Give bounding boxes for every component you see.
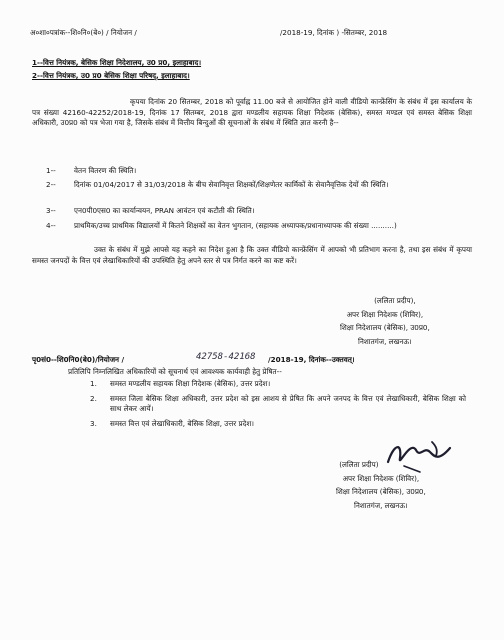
endorsement-item-2: [90, 394, 466, 416]
signature-block-1: [340, 294, 430, 348]
recipient-2: 2--वित्त नियंत्रक, उ0 प्र0 बेसिक शिक्षा परिषद्, इलाहाबाद।: [32, 71, 190, 80]
item-text: समस्त जिला बेसिक शिक्षा अधिकारी, उत्तर प्रदेश को इस आशय से प्रेषित कि अपने जनपद के वित्त एवं लेखाधिकारी, बेसिक शिक्षा को साथ लेकर आयें।: [110, 394, 466, 414]
point-4: [46, 221, 472, 243]
signatory-name: (ललिता प्रदीप): [339, 460, 379, 469]
handwritten-dispatch-number: 42758-42168: [196, 352, 256, 362]
signatory-place: निशातगंज, लखनऊ।: [354, 500, 408, 510]
item-text: समस्त वित्त एवं लेखाधिकारी, बेसिक शिक्षा, उत्तर प्रदेश।: [110, 419, 254, 428]
letter-date: /2018-19, दिनांक ) -सितम्बर, 2018: [280, 28, 388, 37]
intro-paragraph: कृपया दिनांक 20 सितम्बर, 2018 को पूर्वाह्न 11.00 बजे से आयोजित होने वाली वीडियो कान्फ्रेंसिंग के संबंध में इस कार्यालय के पत्र संख्या 42160-42252/2018-19, दिनांक 17 सितम्बर, 2018 द्वारा मण्डलीय सहायक शिक्षा निदेशक (बेसिक), समस्त मण्डल एवं समस्त बेसिक शिक्षा अधिकारी, उ0प्र0 को पत्र भेजा गया है, जिसके संबंध में वित्तीय बिन्दुओं की सूचनाओं के संबंध में स्थिति ज्ञात करनी है--: [32, 97, 472, 128]
item-text: समस्त मण्डलीय सहायक शिक्षा निदेशक (बेसिक), उत्तर प्रदेश।: [110, 379, 271, 388]
point-number: 3--: [46, 206, 56, 215]
signature-block-2: [336, 458, 426, 512]
point-text: वेतन वितरण की स्थिति।: [74, 166, 137, 175]
signatory-name: (ललिता प्रदीप),: [374, 296, 416, 305]
item-number: 2.: [90, 394, 97, 403]
signatory-designation: अपर शिक्षा निदेशक (शिविर),: [342, 473, 420, 483]
signatory-place: निशातगंज, लखनऊ।: [358, 336, 412, 346]
endorsement-item-3: [90, 419, 466, 430]
endorsement-date: /2018-19, दिनांक--उक्तवत्।: [268, 355, 355, 364]
point-text: दिनांक 01/04/2017 से 31/03/2018 के बीच सेवानिवृत्त शिक्षकों/शिक्षणेतर कार्मिकों के सेवानैवृत्तिक देयों की स्थिति।: [74, 180, 389, 189]
point-text: एन0पी0एस0 का कार्यान्वयन, PRAN आवंटन एवं कटौती की स्थिति।: [74, 206, 255, 215]
point-3: [46, 206, 472, 217]
point-2: [46, 180, 472, 202]
item-number: 3.: [90, 419, 97, 428]
endorsement-reference-number: पृ0सं0--शि0नि0(बे0)/नियोजन /: [32, 355, 125, 364]
point-text: प्राथमिक/उच्च प्राथमिक विद्यालयों में कितने शिक्षकों का वेतन भुगतान, (सहायक अध्यापक/प्रधानाध्यापक की संख्या ..........): [74, 221, 397, 230]
closing-paragraph: उक्त के संबंध में मुझे आपसे यह कहने का निदेश हुआ है कि उक्त वीडियो कान्फ्रेंसिंग में आपको भी प्रतिभाग करना है, तथा इस संबंध में कृपया समस्त जनपदों के वित्त एवं लेखाधिकारियों की उपस्थिति हेतु अपने स्तर से पत्र निर्गत करने का कष्ट करें।: [32, 245, 472, 265]
point-number: 1--: [46, 166, 56, 175]
point-1: [46, 166, 472, 177]
signatory-office: शिक्षा निदेशालय (बेसिक), उ0प्र0,: [336, 487, 426, 496]
item-number: 1.: [90, 379, 97, 388]
recipient-1: 1--वित्त नियंत्रक, बेसिक शिक्षा निदेशालय, उ0 प्र0, इलाहाबाद।: [32, 58, 202, 67]
signatory-designation: अपर शिक्षा निदेशक (शिविर),: [346, 309, 424, 319]
signatory-office: शिक्षा निदेशालय (बेसिक), उ0प्र0,: [340, 323, 430, 332]
copy-to-line: प्रतिलिपि निम्नलिखित अधिकारियों को सूचनार्थ एवं आवश्यक कार्यवाही हेतु प्रेषित--: [68, 367, 282, 376]
point-number: 4--: [46, 221, 56, 230]
point-number: 2--: [46, 180, 56, 189]
endorsement-item-1: [90, 379, 466, 390]
letter-reference-number: अ०शा०पत्रांक--शि०नि०(बे०) / नियोजन /: [30, 28, 137, 37]
